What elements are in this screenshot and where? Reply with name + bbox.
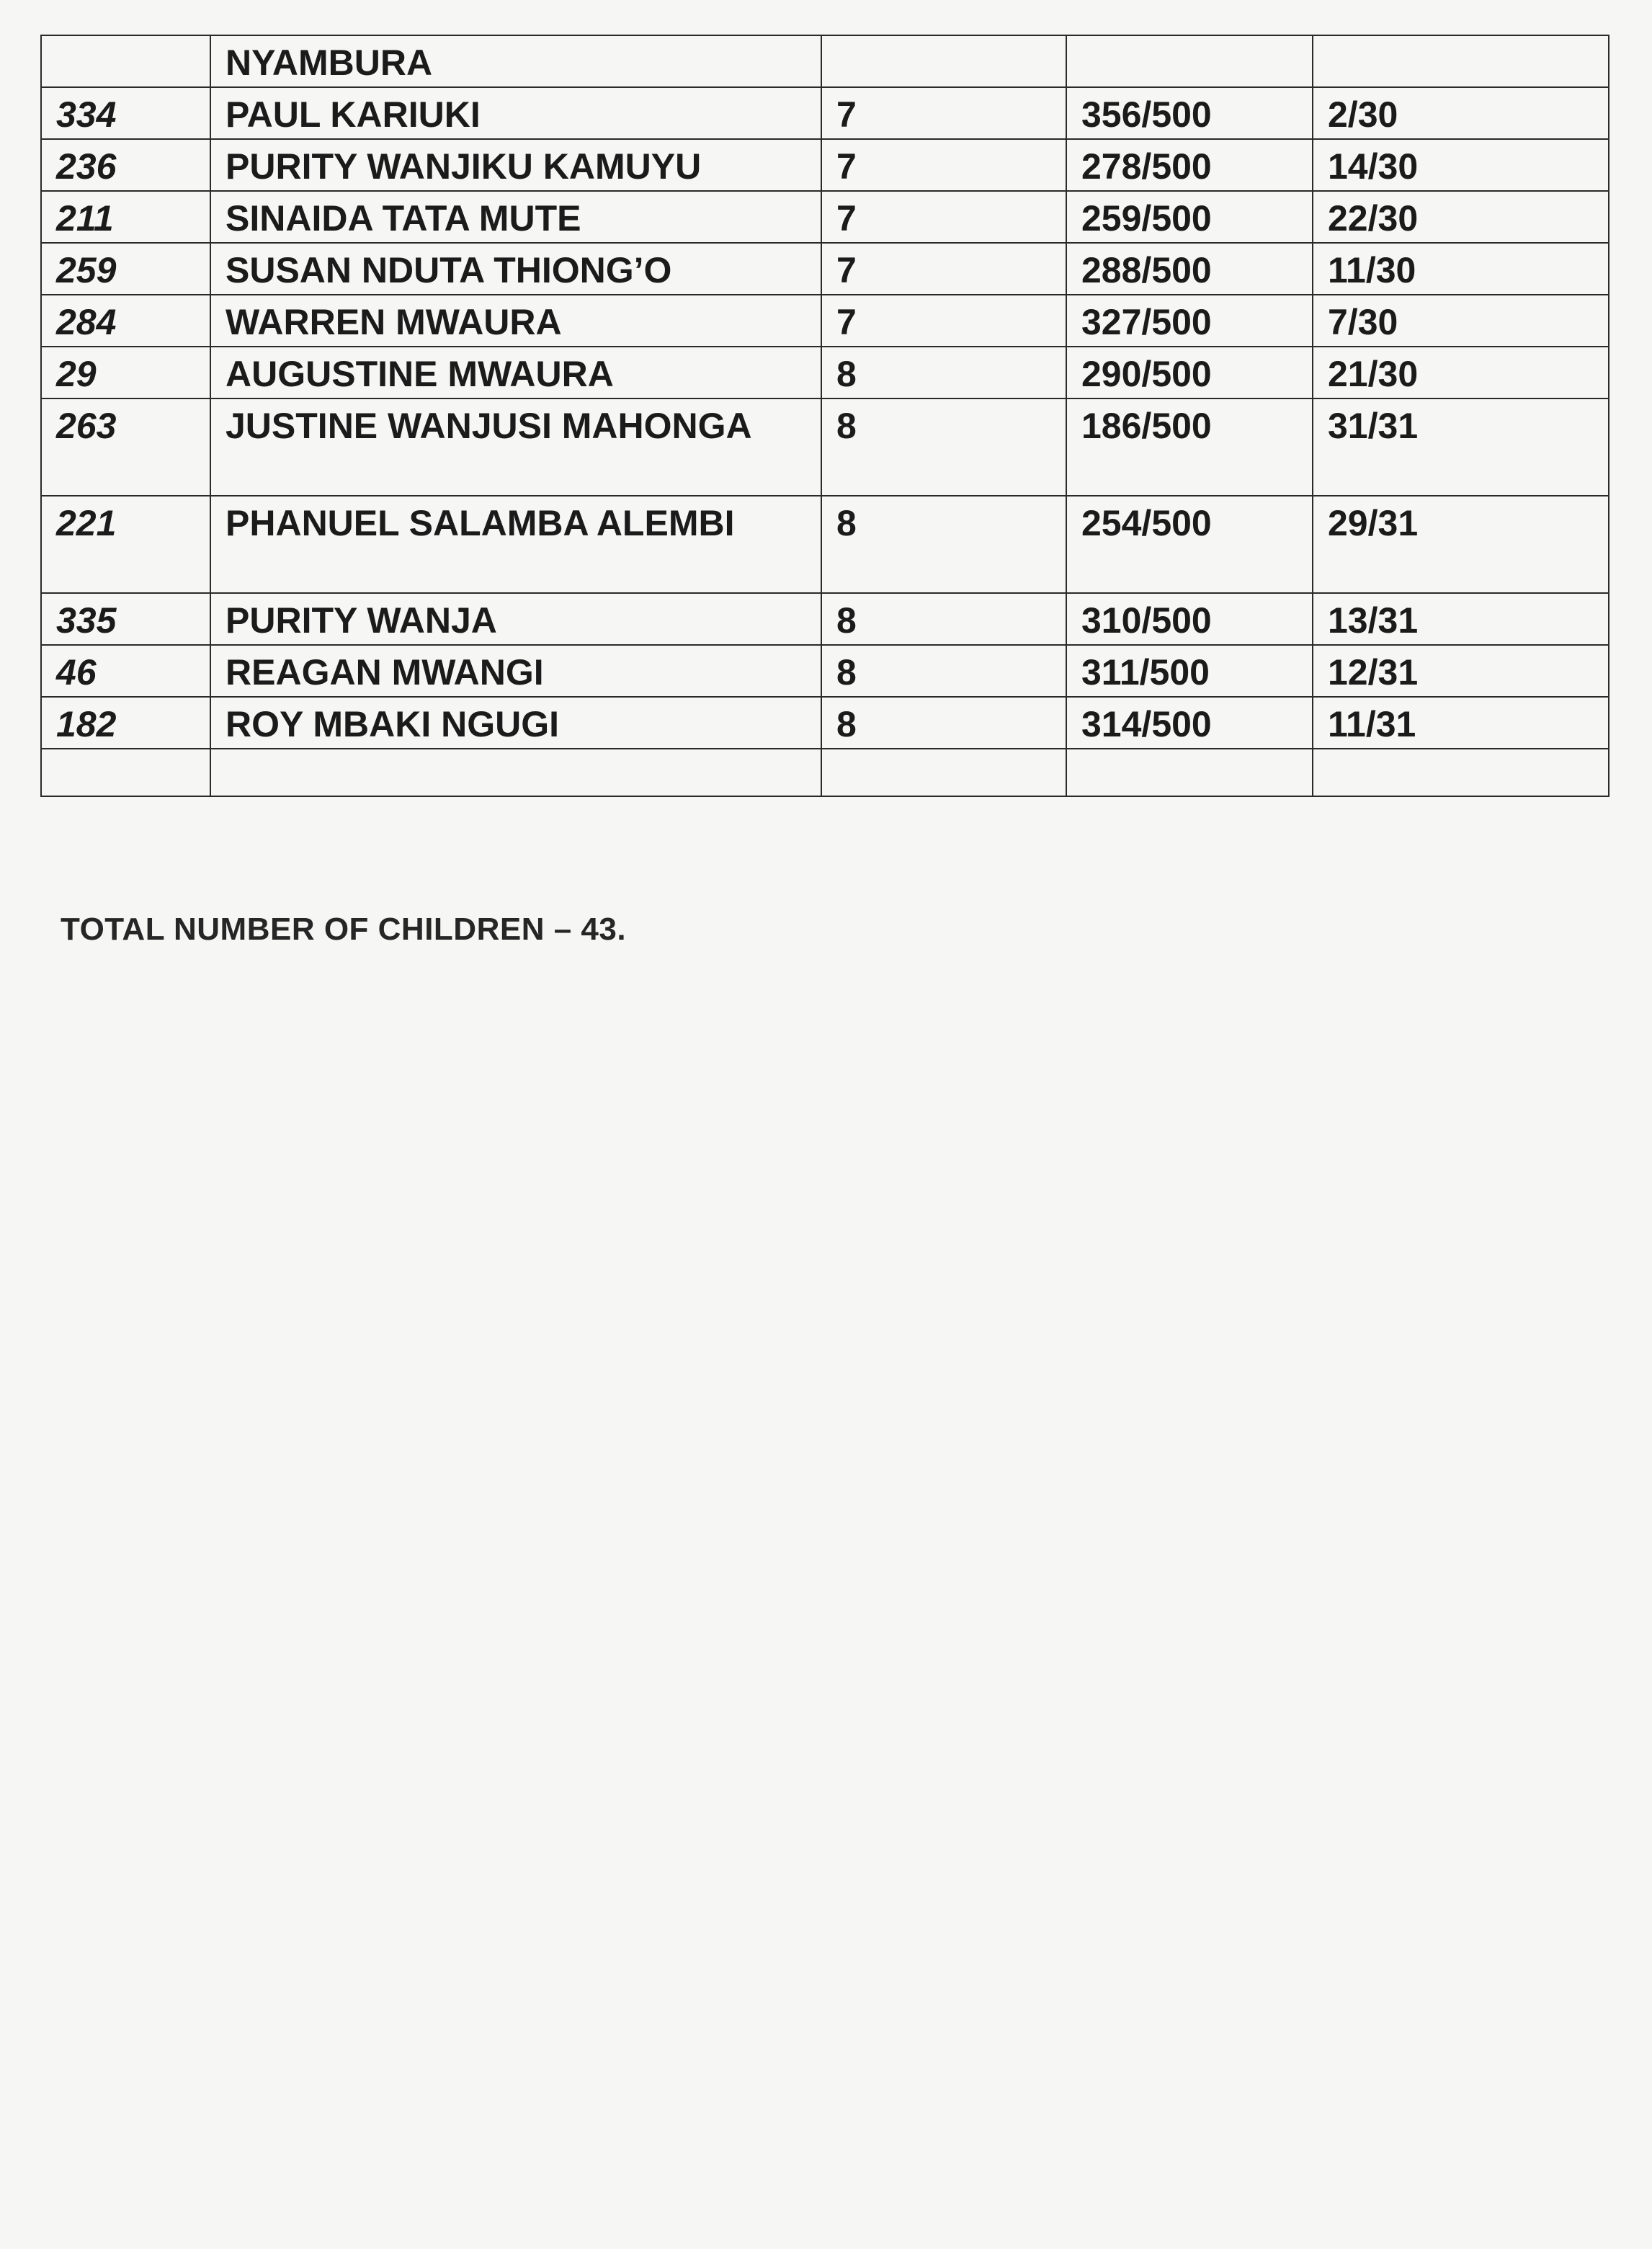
position-cell: 29/31 xyxy=(1313,496,1609,593)
marks-cell: 288/500 xyxy=(1066,243,1313,295)
admission-number-cell: 221 xyxy=(41,496,210,593)
table-row xyxy=(41,87,1609,139)
admission-number-cell: 335 xyxy=(41,593,210,645)
admission-number-cell: 46 xyxy=(41,645,210,697)
admission-number-cell: 334 xyxy=(41,87,210,139)
admission-number-cell xyxy=(41,35,210,87)
marks-cell xyxy=(1066,35,1313,87)
position-cell: 7/30 xyxy=(1313,295,1609,347)
table-row xyxy=(41,243,1609,295)
student-name-cell: PAUL KARIUKI xyxy=(210,87,821,139)
student-name-cell: SUSAN NDUTA THIONG’O xyxy=(210,243,821,295)
class-cell: 7 xyxy=(821,295,1066,347)
class-cell: 8 xyxy=(821,697,1066,749)
results-table-body xyxy=(41,35,1609,796)
position-cell: 12/31 xyxy=(1313,645,1609,697)
admission-number-cell: 263 xyxy=(41,398,210,496)
marks-cell: 254/500 xyxy=(1066,496,1313,593)
marks-cell: 278/500 xyxy=(1066,139,1313,191)
admission-number-cell: 211 xyxy=(41,191,210,243)
admission-number-cell: 284 xyxy=(41,295,210,347)
student-name-cell: PURITY WANJIKU KAMUYU xyxy=(210,139,821,191)
table-row xyxy=(41,347,1609,398)
class-cell: 8 xyxy=(821,496,1066,593)
marks-cell: 311/500 xyxy=(1066,645,1313,697)
class-cell: 7 xyxy=(821,191,1066,243)
marks-cell: 310/500 xyxy=(1066,593,1313,645)
position-cell: 14/30 xyxy=(1313,139,1609,191)
results-table xyxy=(40,35,1609,797)
position-cell: 21/30 xyxy=(1313,347,1609,398)
position-cell: 11/30 xyxy=(1313,243,1609,295)
student-name-cell: AUGUSTINE MWAURA xyxy=(210,347,821,398)
table-row xyxy=(41,295,1609,347)
position-cell: 31/31 xyxy=(1313,398,1609,496)
marks-cell: 327/500 xyxy=(1066,295,1313,347)
student-name-cell: NYAMBURA xyxy=(210,35,821,87)
table-row xyxy=(41,645,1609,697)
class-cell: 7 xyxy=(821,139,1066,191)
student-name-cell: PHANUEL SALAMBA ALEMBI xyxy=(210,496,821,593)
position-cell: 2/30 xyxy=(1313,87,1609,139)
class-cell xyxy=(821,749,1066,796)
student-name-cell: PURITY WANJA xyxy=(210,593,821,645)
marks-cell: 356/500 xyxy=(1066,87,1313,139)
position-cell xyxy=(1313,35,1609,87)
student-name-cell: SINAIDA TATA MUTE xyxy=(210,191,821,243)
marks-cell: 259/500 xyxy=(1066,191,1313,243)
table-row xyxy=(41,398,1609,496)
student-name-cell: WARREN MWAURA xyxy=(210,295,821,347)
admission-number-cell: 29 xyxy=(41,347,210,398)
admission-number-cell xyxy=(41,749,210,796)
marks-cell: 314/500 xyxy=(1066,697,1313,749)
position-cell: 22/30 xyxy=(1313,191,1609,243)
class-cell: 8 xyxy=(821,593,1066,645)
table-row xyxy=(41,749,1609,796)
position-cell xyxy=(1313,749,1609,796)
class-cell: 8 xyxy=(821,645,1066,697)
admission-number-cell: 236 xyxy=(41,139,210,191)
marks-cell xyxy=(1066,749,1313,796)
marks-cell: 290/500 xyxy=(1066,347,1313,398)
student-name-cell xyxy=(210,749,821,796)
class-cell: 7 xyxy=(821,243,1066,295)
table-row xyxy=(41,496,1609,593)
class-cell: 7 xyxy=(821,87,1066,139)
table-row xyxy=(41,35,1609,87)
student-name-cell: REAGAN MWANGI xyxy=(210,645,821,697)
total-children-text: TOTAL NUMBER OF CHILDREN – 43. xyxy=(61,912,627,947)
position-cell: 13/31 xyxy=(1313,593,1609,645)
class-cell: 8 xyxy=(821,398,1066,496)
table-row xyxy=(41,139,1609,191)
table-row xyxy=(41,697,1609,749)
class-cell: 8 xyxy=(821,347,1066,398)
table-row xyxy=(41,593,1609,645)
admission-number-cell: 259 xyxy=(41,243,210,295)
table-row xyxy=(41,191,1609,243)
class-cell xyxy=(821,35,1066,87)
student-name-cell: JUSTINE WANJUSI MAHONGA xyxy=(210,398,821,496)
position-cell: 11/31 xyxy=(1313,697,1609,749)
student-name-cell: ROY MBAKI NGUGI xyxy=(210,697,821,749)
admission-number-cell: 182 xyxy=(41,697,210,749)
marks-cell: 186/500 xyxy=(1066,398,1313,496)
